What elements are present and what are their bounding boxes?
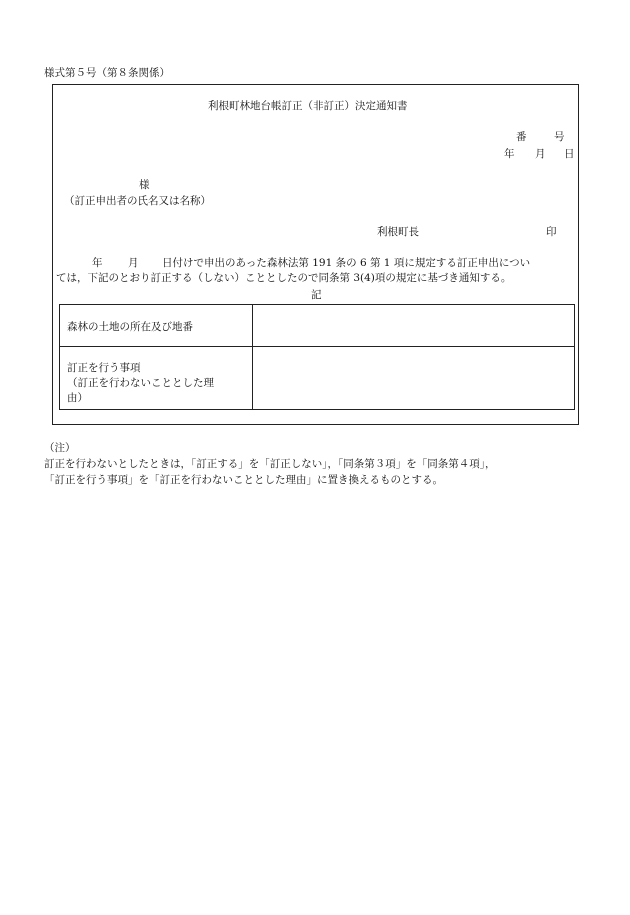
number-ban: 番 <box>516 131 527 143</box>
addressee-honorific: 様 <box>139 179 150 191</box>
ki-marker: 記 <box>311 289 322 301</box>
note-line1: 訂正を行わないとしたときは，「訂正する」を「訂正しない」，「同条第３項」を「同条第４項」， <box>44 458 496 470</box>
issuer-seal: 印 <box>546 226 557 238</box>
body-year: 年 <box>92 257 103 269</box>
land-location-label: 森林の土地の所在及び地番 <box>67 321 193 333</box>
table-row <box>60 305 574 347</box>
addressee-note: （訂正申出者の氏名又は名称） <box>64 195 211 207</box>
correction-items-label-1: 訂正を行う事項 <box>67 362 141 374</box>
body-line2: ては，下記のとおり訂正する（しない）こととしたので同条第 3(4)項の規定に基づき通知する。 <box>56 272 512 284</box>
document-title: 利根町林地台帳訂正（非訂正）決定通知書 <box>208 100 408 112</box>
table-row <box>60 346 574 409</box>
details-table <box>59 304 575 410</box>
issuer-name: 利根町長 <box>377 226 419 238</box>
body-line1: 日付けで申出のあった森林法第 191 条の 6 第 1 項に規定する訂正申出につい <box>162 257 531 269</box>
date-day: 日 <box>564 148 575 160</box>
body-month: 月 <box>128 257 139 269</box>
number-go: 号 <box>554 131 565 143</box>
form-number: 様式第５号（第８条関係） <box>44 67 170 79</box>
note-heading: （注） <box>44 442 76 454</box>
correction-items-label-3: 由） <box>67 392 88 404</box>
date-year: 年 <box>504 148 515 160</box>
date-month: 月 <box>535 148 546 160</box>
correction-items-label-2: （訂正を行わないこととした理 <box>67 377 214 389</box>
note-line2: 「訂正を行う事項」を「訂正を行わないこととした理由」に置き換えるものとする。 <box>44 474 443 486</box>
